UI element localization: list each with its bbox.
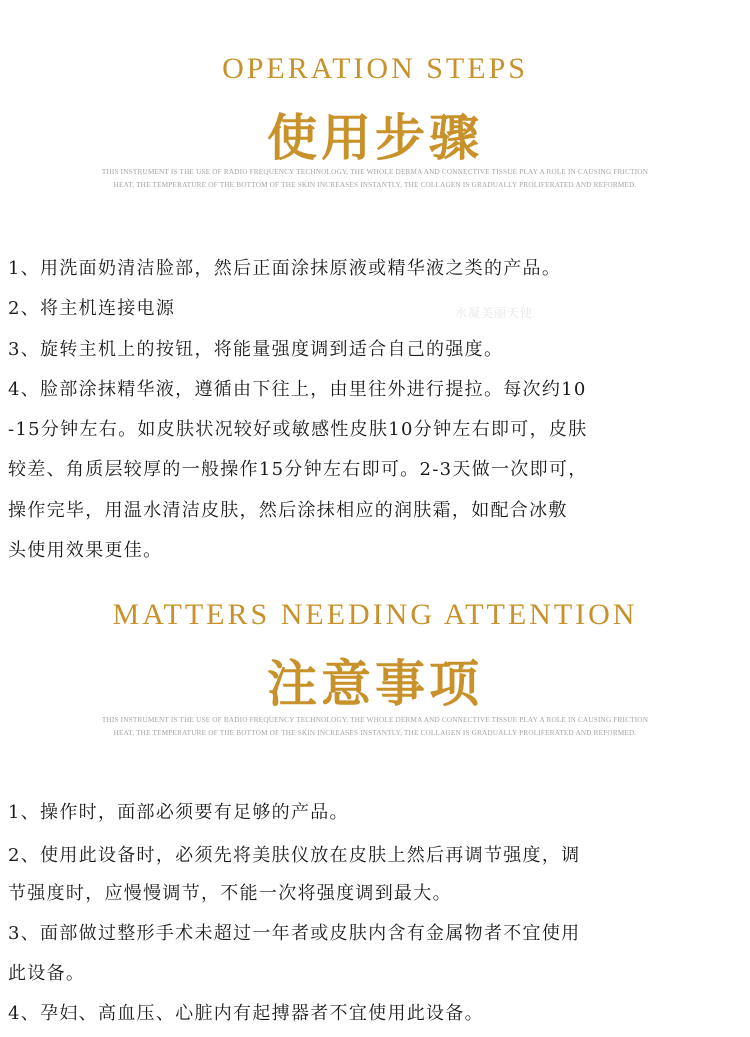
attention-line: 4、孕妇、高血压、心脏内有起搏器者不宜使用此设备。	[8, 1003, 484, 1024]
step-line: 头使用效果更佳。	[8, 540, 163, 561]
fine-print-line: HEAT, THE TEMPERATURE OF THE BOTTOM OF THE SKIN INCREASES INSTANTLY, THE COLLAGEN IS GRADUALLY PROLIFERATED AND REFORMED.	[113, 181, 637, 189]
attention-line: 节强度时，应慢慢调节，不能一次将强度调到最大。	[8, 883, 452, 904]
step-line: 3、旋转主机上的按钮，将能量强度调到适合自己的强度。	[8, 339, 504, 360]
watermark: 水凝美丽天使	[455, 306, 534, 320]
step-line: -15分钟左右。如皮肤状况较好或敏感性皮肤10分钟左右即可，皮肤	[8, 419, 588, 440]
step-line: 2、将主机连接电源	[8, 298, 176, 319]
attention-line: 1、操作时，面部必须要有足够的产品。	[8, 802, 349, 823]
attention-line: 此设备。	[8, 963, 86, 984]
step-line: 较差、角质层较厚的一般操作15分钟左右即可。2-3天做一次即可，	[8, 459, 588, 480]
operation-steps-title-cn: 使用步骤	[267, 109, 483, 167]
operation-steps-title-en: OPERATION STEPS	[222, 52, 528, 85]
fine-print-line: THIS INSTRUMENT IS THE USE OF RADIO FREQUENCY TECHNOLOGY, THE WHOLE DERMA AND CONNECTIVE TISSUE PLAY A ROLE IN CAUSING FRICTION	[101, 716, 649, 724]
attention-fine-print	[0, 714, 750, 740]
step-line: 1、用洗面奶清洁脸部，然后正面涂抹原液或精华液之类的产品。	[8, 258, 562, 279]
fine-print-line: THIS INSTRUMENT IS THE USE OF RADIO FREQUENCY TECHNOLOGY, THE WHOLE DERMA AND CONNECTIVE TISSUE PLAY A ROLE IN CAUSING FRICTION	[101, 168, 649, 176]
step-line: 操作完毕，用温水清洁皮肤，然后涂抹相应的润肤霜，如配合冰敷	[8, 500, 568, 521]
attention-line: 2、使用此设备时，必须先将美肤仪放在皮肤上然后再调节强度，调	[8, 845, 581, 866]
attention-title-en: MATTERS NEEDING ATTENTION	[112, 598, 638, 631]
fine-print-line: HEAT, THE TEMPERATURE OF THE BOTTOM OF THE SKIN INCREASES INSTANTLY, THE COLLAGEN IS GRADUALLY PROLIFERATED AND REFORMED.	[113, 729, 637, 737]
attention-line: 3、面部做过整形手术未超过一年者或皮肤内含有金属物者不宜使用	[8, 923, 581, 944]
operation-steps-fine-print	[0, 166, 750, 192]
step-line: 4、脸部涂抹精华液，遵循由下往上，由里往外进行提拉。每次约10	[8, 379, 587, 400]
attention-title-cn: 注意事项	[267, 655, 483, 713]
